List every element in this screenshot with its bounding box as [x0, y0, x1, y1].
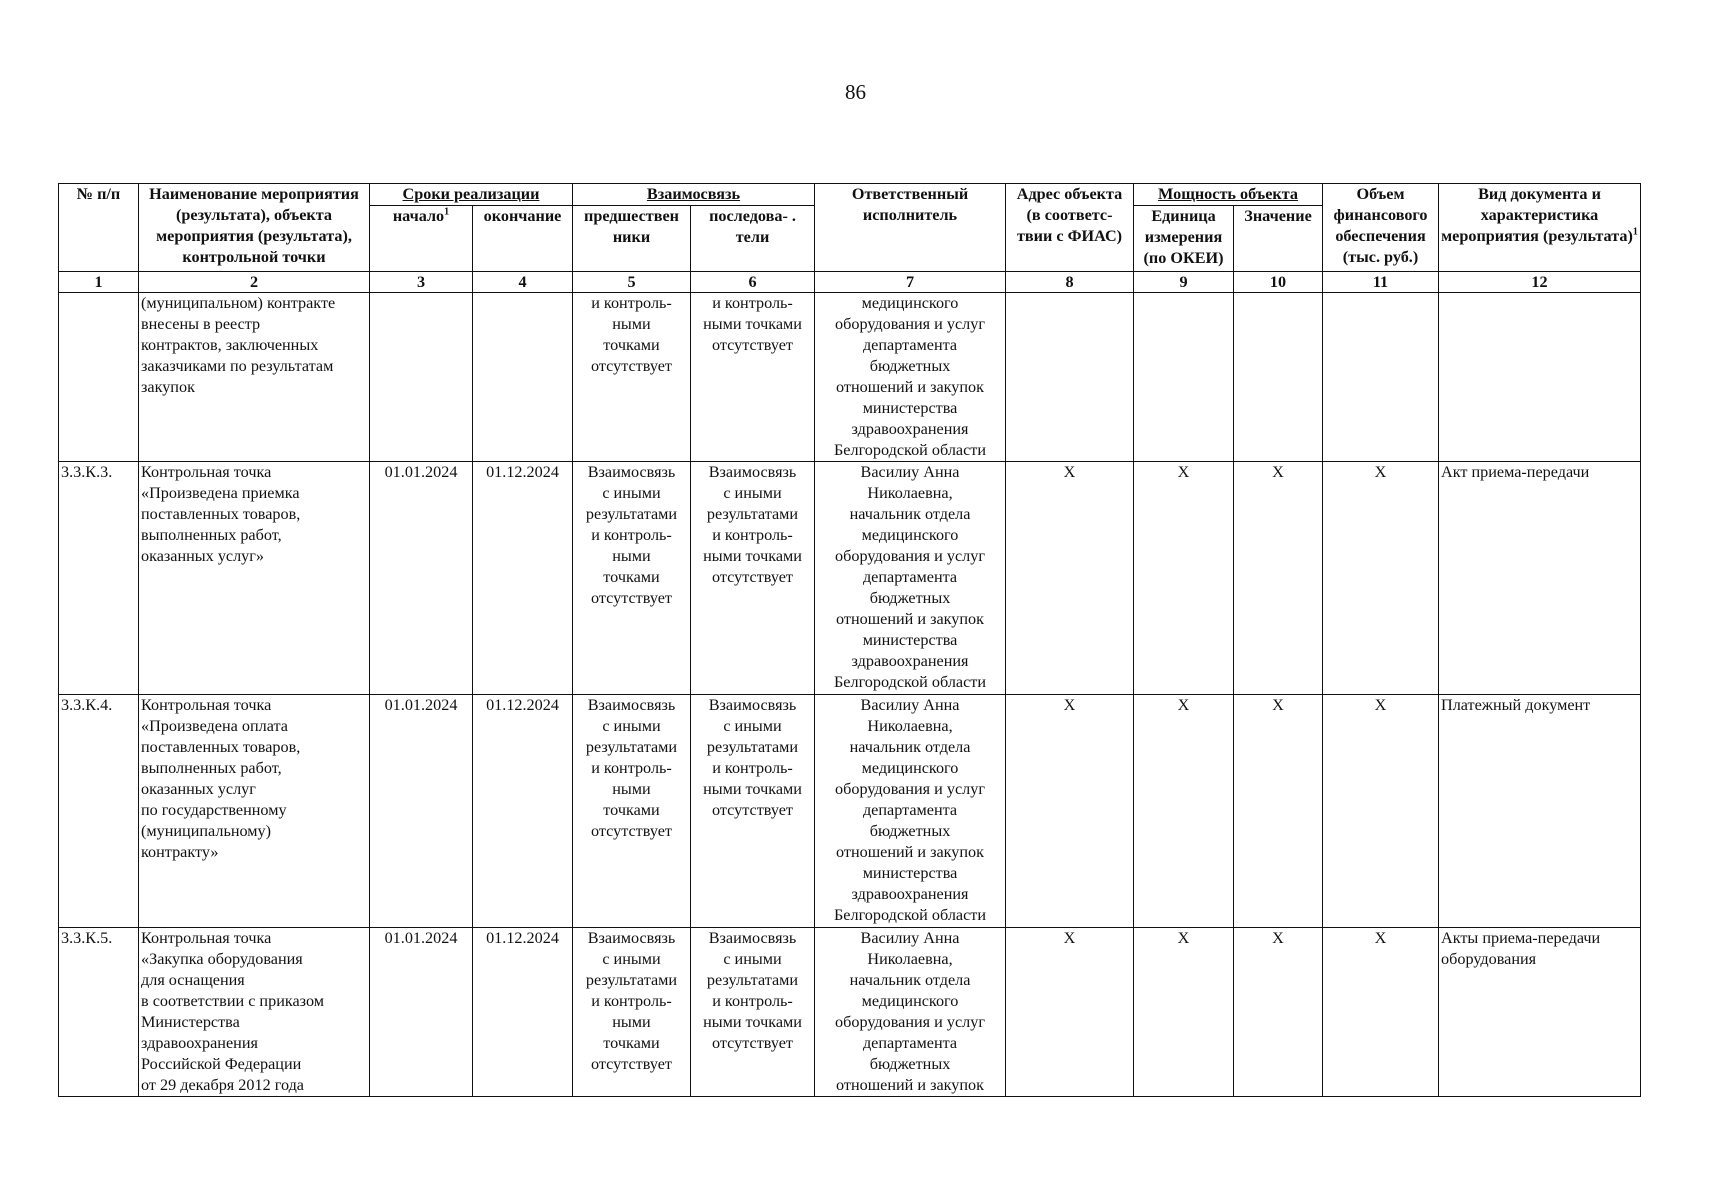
column-number: 11 [1323, 272, 1439, 293]
row-successors: Взаимосвязь с иными результатами и контроль- ными точками отсутствует [691, 695, 815, 928]
row-successors: и контроль- ными точками отсутствует [691, 293, 815, 462]
table-row [59, 462, 1641, 695]
row-responsible: Василиу Анна Николаевна, начальник отдела медицинского оборудования и услуг департамента бюджетных отношений и закупок министерства здравоохранения Белгородской области [815, 695, 1006, 928]
row-responsible: медицинского оборудования и услуг департамента бюджетных отношений и закупок министерства здравоохранения Белгородской области [815, 293, 1006, 462]
row-finance: X [1323, 695, 1439, 928]
row-name: Контрольная точка «Произведена приемка поставленных товаров, выполненных работ, оказанных услуг» [139, 462, 370, 695]
row-responsible: Василиу Анна Николаевна, начальник отдела медицинского оборудования и услуг департамента бюджетных отношений и закупок [815, 928, 1006, 1097]
row-value [1234, 293, 1323, 462]
row-end: 01.12.2024 [473, 462, 573, 695]
row-finance [1323, 293, 1439, 462]
row-name: Контрольная точка «Закупка оборудования для оснащения в соответствии с приказом Министерства здравоохранения Российской Федерации от 29 декабря 2012 года [139, 928, 370, 1097]
row-unit: X [1134, 695, 1234, 928]
header-value: Значение [1234, 206, 1323, 272]
table-row [59, 695, 1641, 928]
row-predecessors: Взаимосвязь с иными результатами и контроль- ными точками отсутствует [573, 928, 691, 1097]
row-start: 01.01.2024 [370, 462, 473, 695]
column-number: 10 [1234, 272, 1323, 293]
row-value: X [1234, 462, 1323, 695]
row-predecessors: Взаимосвязь с иными результатами и контроль- ными точками отсутствует [573, 462, 691, 695]
row-end [473, 293, 573, 462]
column-number: 8 [1006, 272, 1134, 293]
row-document: Платежный документ [1439, 695, 1641, 928]
header-capacity-group: Мощность объекта [1134, 184, 1323, 206]
row-finance: X [1323, 928, 1439, 1097]
page-number: 86 [845, 80, 866, 104]
header-row-1 [59, 184, 1641, 206]
row-predecessors: Взаимосвязь с иными результатами и контроль- ными точками отсутствует [573, 695, 691, 928]
header-end: окончание [473, 206, 573, 272]
header-responsible: Ответственный исполнитель [815, 184, 1006, 272]
column-number: 7 [815, 272, 1006, 293]
plan-table [58, 183, 1641, 1097]
header-link-group: Взаимосвязь [573, 184, 815, 206]
row-document: Акты приема-передачи оборудования [1439, 928, 1641, 1097]
column-number: 2 [139, 272, 370, 293]
header-name: Наименование мероприятия (результата), объекта мероприятия (результата), контрольной точки [139, 184, 370, 272]
column-numbers-row [59, 272, 1641, 293]
row-value: X [1234, 928, 1323, 1097]
header-finance: Объем финансового обеспечения (тыс. руб.) [1323, 184, 1439, 272]
header-num: № п/п [59, 184, 139, 272]
row-unit [1134, 293, 1234, 462]
header-address: Адрес объекта (в соответс- твии с ФИАС) [1006, 184, 1134, 272]
row-end: 01.12.2024 [473, 928, 573, 1097]
row-predecessors: и контроль- ными точками отсутствует [573, 293, 691, 462]
row-end: 01.12.2024 [473, 695, 573, 928]
row-responsible: Василиу Анна Николаевна, начальник отдела медицинского оборудования и услуг департамента бюджетных отношений и закупок министерства здравоохранения Белгородской области [815, 462, 1006, 695]
header-document [1439, 184, 1641, 272]
row-document: Акт приема-передачи [1439, 462, 1641, 695]
column-number: 1 [59, 272, 139, 293]
row-unit: X [1134, 928, 1234, 1097]
row-number: 3.3.К.5. [59, 928, 139, 1097]
header-predecessors: предшествен ники [573, 206, 691, 272]
row-number: 3.3.К.4. [59, 695, 139, 928]
column-number: 6 [691, 272, 815, 293]
row-value: X [1234, 695, 1323, 928]
table-row [59, 293, 1641, 462]
column-number: 12 [1439, 272, 1641, 293]
header-start-text: начало [392, 207, 445, 225]
row-name: Контрольная точка «Произведена оплата поставленных товаров, выполненных работ, оказанных услуг по государственному (муниципальному) контракту» [139, 695, 370, 928]
row-successors: Взаимосвязь с иными результатами и контроль- ными точками отсутствует [691, 928, 815, 1097]
row-address [1006, 293, 1134, 462]
header-document-text: Вид документа и характеристика мероприятия (результата) [1441, 185, 1633, 245]
row-address: X [1006, 462, 1134, 695]
column-number: 3 [370, 272, 473, 293]
header-unit: Единица измерения (по ОКЕИ) [1134, 206, 1234, 272]
row-start: 01.01.2024 [370, 928, 473, 1097]
row-name: (муниципальном) контракте внесены в реестр контрактов, заключенных заказчиками по результатам закупок [139, 293, 370, 462]
column-number: 9 [1134, 272, 1234, 293]
column-number: 5 [573, 272, 691, 293]
row-finance: X [1323, 462, 1439, 695]
row-document [1439, 293, 1641, 462]
row-unit: X [1134, 462, 1234, 695]
table-row [59, 928, 1641, 1097]
column-number: 4 [473, 272, 573, 293]
row-number: 3.3.К.3. [59, 462, 139, 695]
header-start [370, 206, 473, 272]
row-start: 01.01.2024 [370, 695, 473, 928]
row-start [370, 293, 473, 462]
row-successors: Взаимосвязь с иными результатами и контроль- ными точками отсутствует [691, 462, 815, 695]
header-start-sup: 1 [444, 206, 450, 218]
row-address: X [1006, 695, 1134, 928]
header-terms-group: Сроки реализации [370, 184, 573, 206]
header-document-sup: 1 [1632, 226, 1638, 238]
row-number [59, 293, 139, 462]
header-successors: последова- . тели [691, 206, 815, 272]
row-address: X [1006, 928, 1134, 1097]
